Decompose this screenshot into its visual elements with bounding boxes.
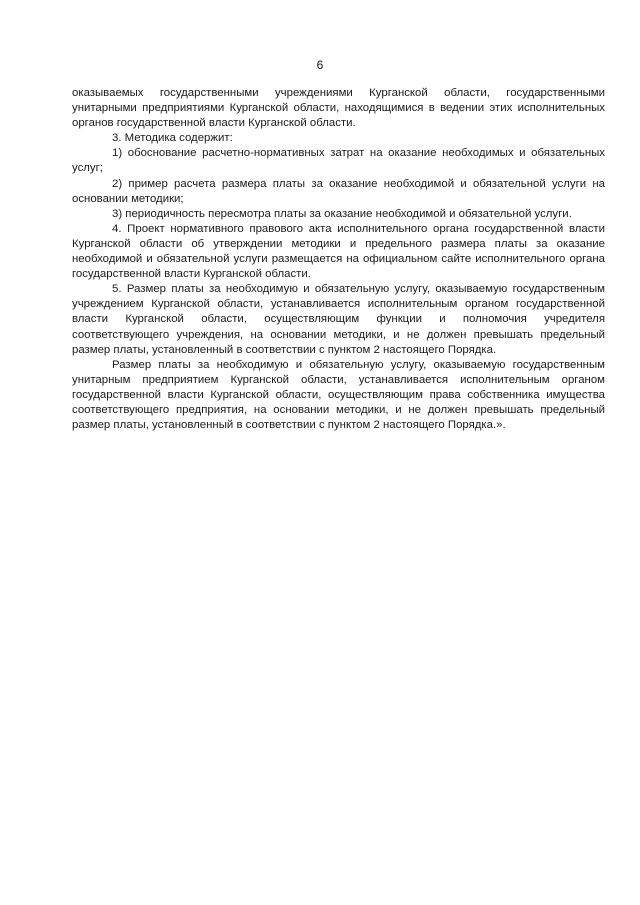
paragraph-item-5-continued: Размер платы за необходимую и обязательную услугу, оказываемую государственным унитарным предприятием Курганской области, устанавливается исполнительным органом государственной власти Курганской области, осуществляющим права собственника имущества соответствующего предприятия, на основании методики, и не должен превышать предельный размер платы, установленный в соответствии с пунктом 2 настоящего Порядка.». [72,358,605,432]
paragraph-subitem-1: 1) обоснование расчетно-нормативных затрат на оказание необходимых и обязательных услуг; [72,147,605,175]
paragraph-item-5: 5. Размер платы за необходимую и обязательную услугу, оказываемую государственным учреждением Курганской области, устанавливается исполнительным органом государственной власти Курганской области, осуществляющим функции и полномочия учредителя соответствующего учреждения, на основании методики, и не должен превышать предельный размер платы, установленный в соответствии с пунктом 2 настоящего Порядка. [72,283,605,356]
document-body [72,86,605,433]
paragraph-subitem-2: 2) пример расчета размера платы за оказание необходимой и обязательной услуги на основании методики; [72,177,605,205]
paragraph-item-3: 3. Методика содержит: [112,132,233,145]
page-number: 6 [316,58,324,72]
paragraph-continuation: оказываемых государственными учреждениями Курганской области, государственными унитарными предприятиями Курганской области, находящимися в ведении этих исполнительных органов государственной власти Курганской области. [72,87,605,130]
paragraph-subitem-3: 3) периодичность пересмотра платы за оказание необходимой и обязательной услуги. [112,207,572,220]
paragraph-item-4: 4. Проект нормативного правового акта исполнительного органа государственной власти Курганской области об утверждении методики и предельного размера платы за оказание необходимой и обязательной услуги размещается на официальном сайте исполнительного органа государственной власти Курганской области. [72,222,605,281]
